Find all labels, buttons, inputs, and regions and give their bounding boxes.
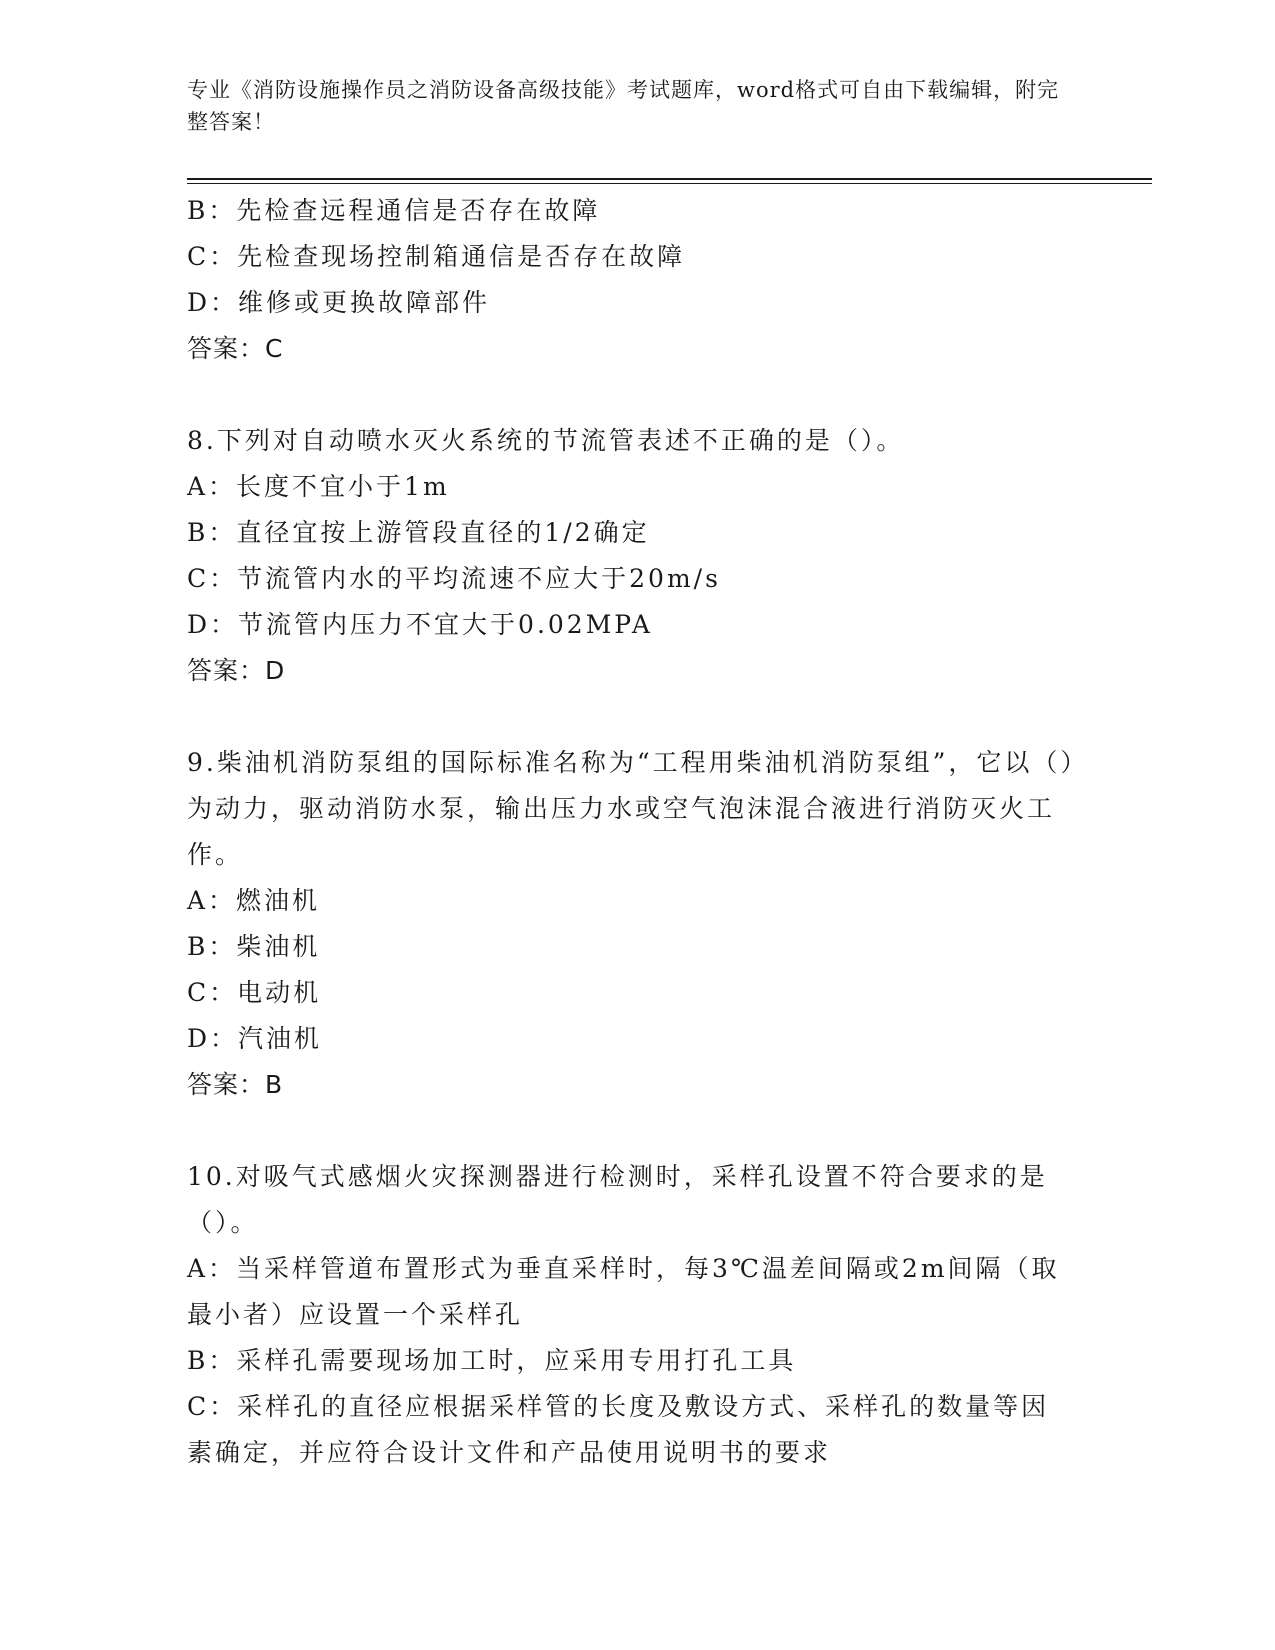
option-d: D：维修或更换故障部件	[187, 288, 491, 317]
question-block-7	[187, 188, 1077, 372]
option-b: B：采样孔需要现场加工时，应采用专用打孔工具	[187, 1346, 797, 1375]
option-c: C：采样孔的直径应根据采样管的长度及敷设方式、采样孔的数量等因素确定，并应符合设计文件和产品使用说明书的要求	[187, 1392, 1050, 1467]
spacer	[187, 694, 1077, 740]
option-a: A：燃油机	[187, 886, 321, 915]
answer: 答案：B	[187, 1070, 284, 1099]
option-b: B：先检查远程通信是否存在故障	[187, 196, 601, 225]
option-a: A：当采样管道布置形式为垂直采样时，每3℃温差间隔或2m间隔（取最小者）应设置一个采样孔	[187, 1254, 1060, 1329]
header-rule-thick	[187, 178, 1152, 180]
option-a: A：长度不宜小于1m	[187, 472, 450, 501]
document-header: 专业《消防设施操作员之消防设备高级技能》考试题库，word格式可自由下载编辑，附完整答案！	[187, 78, 1060, 134]
question-text: 10.对吸气式感烟火灾探测器进行检测时，采样孔设置不符合要求的是（）。	[187, 1162, 1048, 1237]
option-b: B：柴油机	[187, 932, 321, 961]
question-text: 8.下列对自动喷水灭火系统的节流管表述不正确的是（）。	[187, 426, 905, 455]
header-rule-thin	[187, 183, 1152, 184]
answer: 答案：D	[187, 656, 286, 685]
question-block-9	[187, 740, 1077, 1108]
option-c: C：电动机	[187, 978, 322, 1007]
spacer	[187, 1108, 1077, 1154]
option-c: C：先检查现场控制箱通信是否存在故障	[187, 242, 686, 271]
option-c: C：节流管内水的平均流速不应大于20m/s	[187, 564, 721, 593]
spacer	[187, 372, 1077, 418]
question-content	[187, 188, 1077, 1476]
question-block-10	[187, 1154, 1077, 1476]
option-d: D：节流管内压力不宜大于0.02MPA	[187, 610, 653, 639]
question-text: 9.柴油机消防泵组的国际标准名称为“工程用柴油机消防泵组”，它以（）为动力，驱动消防水泵，输出压力水或空气泡沫混合液进行消防灭火工作。	[187, 748, 1076, 869]
question-block-8	[187, 418, 1077, 694]
answer: 答案：C	[187, 334, 284, 363]
option-b: B：直径宜按上游管段直径的1/2确定	[187, 518, 650, 547]
option-d: D：汽油机	[187, 1024, 323, 1053]
